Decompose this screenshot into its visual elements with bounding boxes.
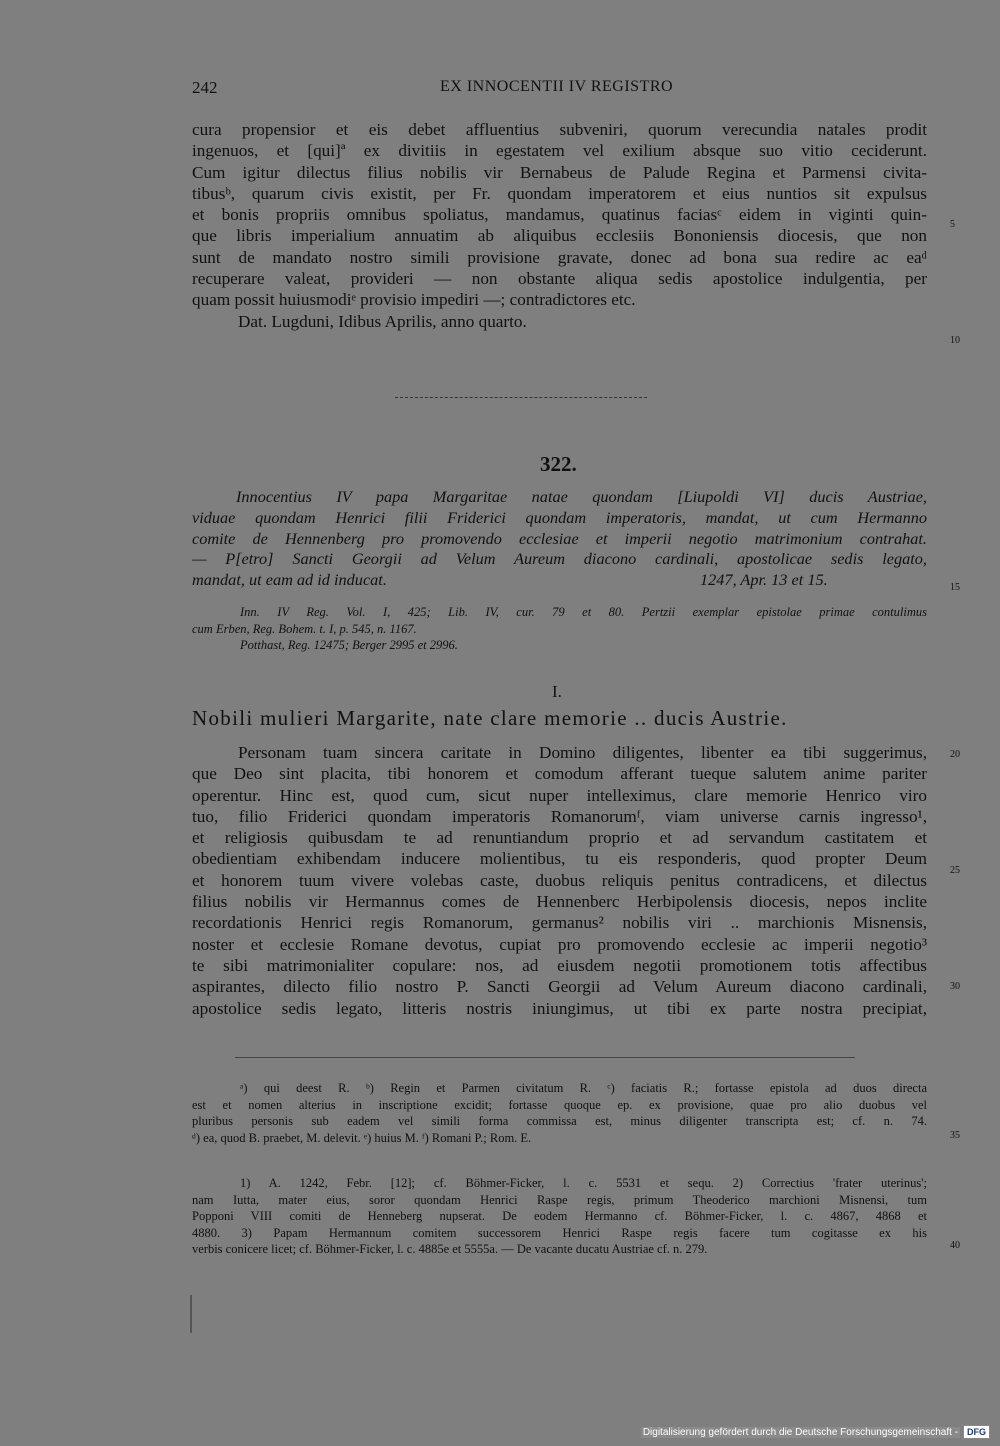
text-line: noster et ecclesie Romane devotus, cupiat pro promovendo ecclesie ac imperii negotio³ xyxy=(192,934,927,954)
separator xyxy=(395,397,647,400)
text-line: recuperare valeat, provideri — non obstante aliqua sedis apostolice indulgentia, per xyxy=(192,269,927,289)
section-number: I. xyxy=(552,682,562,701)
continuation-text xyxy=(192,119,927,332)
apparatus-line: ᵈ) ea, quod B. praebet, M. delevit. ᵉ) huius M. ᶠ) Romani P.; Rom. E. xyxy=(192,1130,532,1145)
dat-line: Dat. Lugduni, Idibus Aprilis, anno quarto. xyxy=(238,311,527,331)
running-title: EX INNOCENTII IV REGISTRO xyxy=(440,78,674,95)
document-date: 1247, Apr. 13 et 15. xyxy=(700,570,828,590)
footer xyxy=(641,1424,990,1440)
text-line: Cum igitur dilectus filius nobilis vir Bernabeus de Palude Regina et Parmensi civita- xyxy=(192,162,927,182)
source-line: Potthast, Reg. 12475; Berger 2995 et 2996. xyxy=(240,638,458,652)
letter-text xyxy=(192,742,927,1019)
text-line: et religiosis quibusdam te ad renuntiandum proprio et ad servandum castitatem et xyxy=(192,828,927,848)
text-line: Personam tuam sincera caritate in Domino diligentes, libenter ea tibi suggerimus, xyxy=(238,743,927,762)
document-summary xyxy=(192,487,927,591)
text-line: et bonis propriis omnibus spoliatus, mandamus, quatinus faciasᶜ eidem in viginti quin- xyxy=(192,205,927,225)
text-line: obedientiam exhibendam inducere molientibus, tu eis responderis, quod propter Deum xyxy=(192,849,927,869)
source-line: Inn. IV Reg. Vol. I, 425; Lib. IV, cur. 79 et 80. Pertzii exemplar epistolae primae contulimus xyxy=(240,605,927,619)
footer-credit: Digitalisierung gefördert durch die Deutsche Forschungsgemeinschaft - xyxy=(642,1426,958,1438)
line-number: 10 xyxy=(950,335,960,346)
apparatus-line: est et nomen alterius in inscriptione excidit; fortasse quoque ep. ex provisione, quae pro alio duobus vel xyxy=(192,1097,927,1112)
text-line: filius nobilis vir Hermannus comes de Hennenberc Herbipolensis diocesis, nepos inclite xyxy=(192,892,927,912)
text-line: tibusᵇ, quarum civis existit, per Fr. quondam imperatorem et eius nuntios sit expulsus xyxy=(192,183,927,203)
apparatus-line: pluribus personis sub eadem vel simili forma commissa est, minus diligenter transcripta est; cf. n. 74. xyxy=(192,1114,927,1128)
line-number: 25 xyxy=(950,865,960,876)
text-line: tuo, filio Friderici quondam imperatoris Romanorumᶠ, viam universe carnis ingresso¹, xyxy=(192,806,927,826)
line-number: 20 xyxy=(950,749,960,760)
line-number: 30 xyxy=(950,981,960,992)
apparatus-line: ᵃ) qui deest R. ᵇ) Regin et Parmen civitatum R. ᶜ) faciatis R.; fortasse epistola ad duos directa xyxy=(240,1081,927,1095)
footnote-line: 4880. 3) Papam Hermannum comitem successorem Henrici Raspe regis facere tum cogitasse ex his xyxy=(192,1225,927,1240)
text-line: ingenuos, et [qui]ª ex divitiis in egestatem vel exilium absque suo vitio ceciderunt. xyxy=(192,141,927,161)
text-line: que libris imperialium annuatim ab aliquibus ecclesiis Bononiensis diocesis, que non xyxy=(192,226,927,246)
footnote-line: 1) A. 1242, Febr. [12]; cf. Böhmer-Ficker, l. c. 5531 et sequ. 2) Correctius 'frater uterinus'; xyxy=(240,1176,927,1190)
summary-line: viduae quondam Henrici filii Friderici quondam imperatoris, mandat, ut cum Hermanno xyxy=(192,507,927,527)
line-number: 15 xyxy=(950,582,960,593)
summary-line: comite de Hennenberg pro promovendo ecclesiae et imperii negotio matrimonium contrahat. xyxy=(192,528,927,548)
summary-line: mandat, ut eam ad id inducat. xyxy=(192,570,387,590)
text-line: quam possit huiusmodiᵉ provisio impediri —; contradictores etc. xyxy=(192,290,636,310)
text-line: sunt de mandato nostro simili provisione gravate, donec ad bona sua redire ac eaᵈ xyxy=(192,247,927,267)
line-number: 5 xyxy=(950,219,955,230)
line-number: 35 xyxy=(950,1130,960,1141)
dfg-logo-icon: DFG xyxy=(963,1425,990,1439)
source-line: cum Erben, Reg. Bohem. t. I, p. 545, n. 1167. xyxy=(192,621,417,636)
footnote-line: nam Iutta, mater eius, soror quondam Henrici Raspe regis, primum Theoderico marchioni Misnensi, tum xyxy=(192,1192,927,1207)
address-line: Nobili mulieri Margarite, nate clare memorie .. ducis Austrie. xyxy=(192,706,788,730)
text-line: que Deo sint placita, tibi honorem et comodum afferant tueque salutem anime pariter xyxy=(192,764,927,784)
summary-line: — P[etro] Sancti Georgii ad Velum Aureum diacono cardinali, apostolicae sedis legato, xyxy=(192,549,927,569)
text-line: operentur. Hinc est, quod cum, sicut nuper intelleximus, clare memorie Henrico viro xyxy=(192,785,927,805)
text-line: cura propensior et eis debet affluentius subveniri, quorum verecundia natales prodit xyxy=(192,120,927,139)
footnote-separator xyxy=(235,1057,855,1060)
line-number: 40 xyxy=(950,1240,960,1251)
footnote-line: verbis conicere licet; cf. Böhmer-Ficker, l. c. 4885e et 5555a. — De vacante ducatu Austriae cf. n. 279. xyxy=(192,1242,708,1256)
footnotes xyxy=(192,1175,927,1258)
page-number: 242 xyxy=(192,78,218,97)
text-line: te sibi matrimonialiter copulare: nos, ad eiusdem negotii promotionem totis affectibus xyxy=(192,955,927,975)
scan-artifact xyxy=(190,1295,192,1333)
text-line: et honorem tuum vivere volebas caste, duobus reliquis penitus contradicens, et dilectus xyxy=(192,870,927,890)
footnote-line: Popponi VIII comiti de Henneberg nupserat. De eodem Hermanno cf. Böhmer-Ficker, l. c. 4867, 4868 et xyxy=(192,1209,927,1223)
text-line: recordationis Henrici regis Romanorum, germanus² nobilis viri .. marchionis Misnensis, xyxy=(192,913,927,933)
summary-line: Innocentius IV papa Margaritae natae quondam [Liupoldi VI] ducis Austriae, xyxy=(236,487,927,506)
text-line: aspirantes, dilecto filio nostro P. Sancti Georgii ad Velum Aureum diacono cardinali, xyxy=(192,977,927,997)
document-number: 322. xyxy=(540,452,577,476)
source-notes xyxy=(192,604,927,654)
text-line: apostolice sedis legato, litteris nostris iniungimus, ut tibi ex parte nostra precipiat, xyxy=(192,998,927,1018)
critical-apparatus xyxy=(192,1080,927,1146)
